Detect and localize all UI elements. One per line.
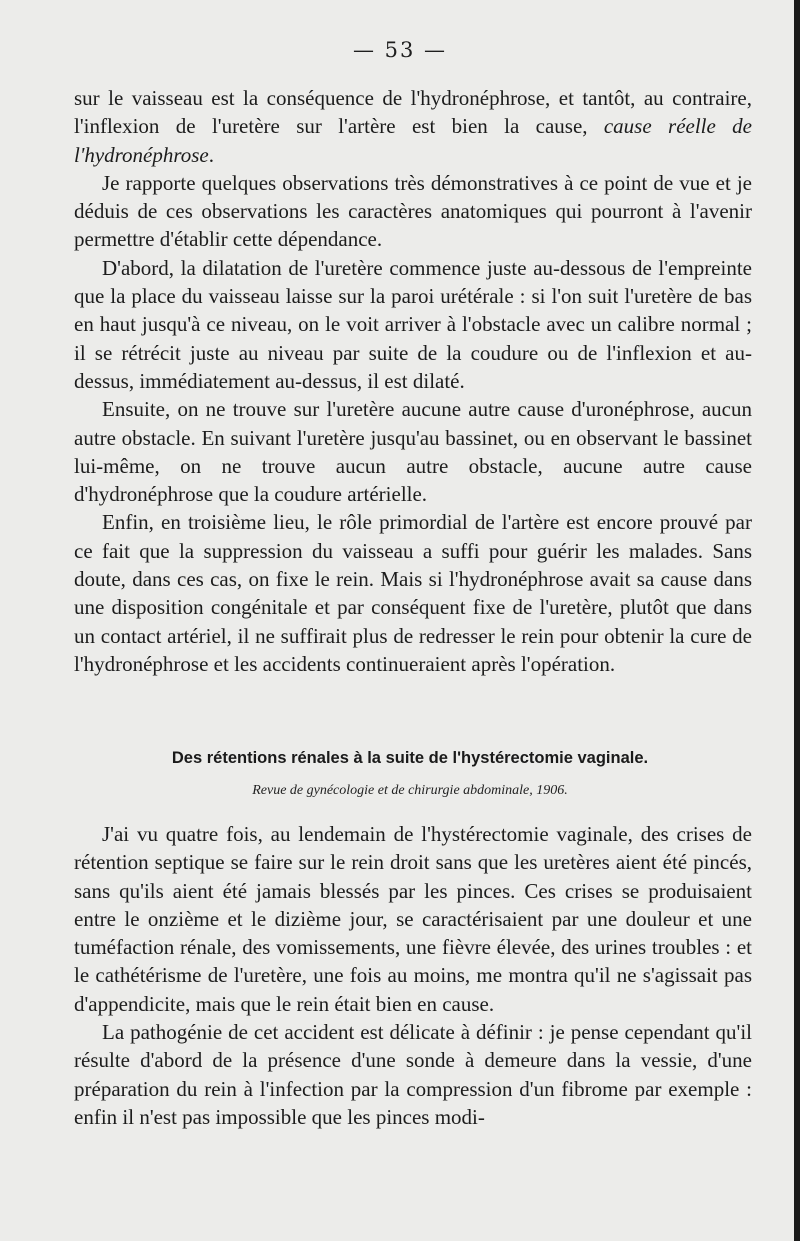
paragraph: Enfin, en troisième lieu, le rôle primordial de l'artère est encore prouvé par ce fait que la suppression du vaisseau a suffi pour guérir les malades. Sans doute, dans ces cas, on fixe le rein. Mais si l'hydronéphrose avait sa cause dans une disposition congénitale et par conséquent fixe de l'uretère, plutôt que dans un contact artériel, il ne suffirait plus de redresser le rein pour obtenir la cure de l'hydronéphrose et les accidents continueraient après l'opération. <box>74 510 752 676</box>
section-subtitle: Revue de gynécologie et de chirurgie abdominale, 1906. <box>252 783 568 798</box>
body-text-section-2 <box>74 820 752 1131</box>
section-title: Des rétentions rénales à la suite de l'hystérectomie vaginale. <box>171 749 649 767</box>
paragraph-text: sur le vaisseau est la conséquence de l'hydronéphrose, et tantôt, au contraire, l'inflexion de l'uretère sur l'artère est bien la cause, <box>74 86 752 139</box>
paragraph <box>74 84 752 169</box>
paragraph: Ensuite, on ne trouve sur l'uretère aucune autre cause d'uronéphrose, aucun autre obstacle. En suivant l'uretère jusqu'au bassinet, ou en observant le bassinet lui-même, on ne trouve aucun autre obstacle, aucune autre cause d'hydronéphrose que la coudure artérielle. <box>74 397 752 507</box>
paragraph-text-end: . <box>208 142 214 167</box>
page-number: — 53 — <box>352 38 448 62</box>
paragraph: J'ai vu quatre fois, au lendemain de l'hystérectomie vaginale, des crises de rétention septique se faire sur le rein droit sans que les uretères aient été pincés, sans qu'ils aient été jamais blessés par les pinces. Ces crises se produisaient entre le onzième et le dizième jour, se caractérisaient par une douleur et une tuméfaction rénale, des vomissements, une fièvre élevée, des urines troubles : et le cathétérisme de l'uretère, une fois au moins, me montra qu'il ne s'agissait pas d'appendicite, mais que le rein était bien en cause. <box>74 822 752 1016</box>
body-text-section-1 <box>74 84 752 678</box>
paragraph: La pathogénie de cet accident est délicate à définir : je pense cependant qu'il résulte d'abord de la présence d'une sonde à demeure dans la vessie, d'une préparation du rein à l'infection par la compression d'un fibrome par exemple : enfin il n'est pas impossible que les pinces modi- <box>74 1020 752 1129</box>
paragraph: Je rapporte quelques observations très démonstratives à ce point de vue et je déduis de ces observations les caractères anatomiques qui pourront à l'avenir permettre d'établir cette dépendance. <box>74 170 752 252</box>
scan-edge <box>794 0 800 1241</box>
paragraph-italic-text: cause réelle de l'hydronéphrose <box>74 114 752 167</box>
paragraph: D'abord, la dilatation de l'uretère commence juste au-dessous de l'empreinte que la place du vaisseau laisse sur la paroi urétérale : si l'on suit l'uretère de bas en haut jusqu'à ce niveau, on le voit arriver à l'obstacle avec un calibre normal ; il se rétrécit juste au niveau par suite de la coudure ou de l'inflexion et au-dessus, immédiatement au-dessus, il est dilaté. <box>74 255 752 393</box>
